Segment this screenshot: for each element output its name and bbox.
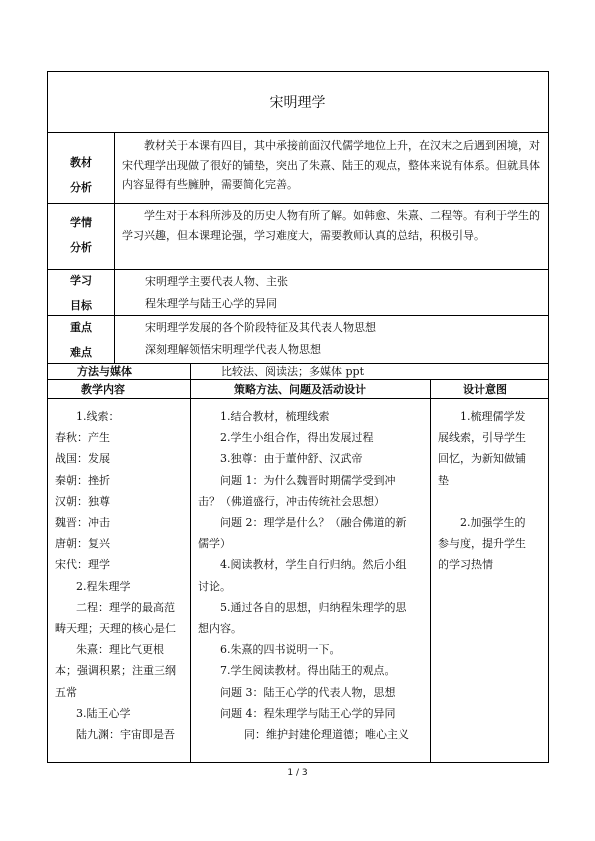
fangfa-text: 比较法、阅读法；多媒体 ppt [221,365,364,378]
page-number: 1 / 3 [287,768,308,778]
label-line: 教材 [70,156,92,169]
column-line: 1.结合教材，梳理线索 [220,410,330,423]
label-line: 学情 [70,216,92,229]
label-line: 学习 [70,274,92,287]
fangfa-label: 方法与媒体 [77,365,132,378]
column-line: 想内容。 [198,622,242,635]
column-line: 问题 3：陆王心学的代表人物，思想 [220,685,396,699]
column-line: 问题 2：理学是什么？（融合佛道的新 [220,516,407,529]
column-line: 陆九渊：宇宙即是吾 [76,728,175,741]
label-line: 重点 [70,321,92,334]
section-label-jiaocai [47,150,115,200]
column-line: 问题 1：为什么魏晋时期儒学受到冲 [220,473,396,487]
column-line: 魏晋：冲击 [55,516,110,529]
mubiao-line: 程朱理学与陆王心学的异同 [145,297,277,310]
section-label-zhongdian [47,315,115,365]
column-line: 畴天理；天理的核心是仁 [55,622,176,635]
column-line: 五常 [55,685,77,699]
divider [190,363,191,763]
column-line: 3.独尊：由于董仲舒、汉武帝 [220,452,363,466]
column-line: 垫 [438,473,449,487]
label-line: 分析 [70,241,92,254]
divider [47,315,549,316]
label-line: 目标 [70,299,92,312]
zhongdian-line: 深刻理解领悟宋明理学代表人物思想 [145,343,321,356]
column-line: 击？（佛道盛行，冲击传统社会思想） [198,494,385,508]
column-line: 展线索，引导学生 [438,431,526,445]
column-line: 朱熹：理比气更根 [76,643,164,657]
column-line: 宋代：理学 [55,558,110,572]
column-line: 同：维护封建伦理道德；唯心主义 [244,728,409,741]
divider [47,132,549,133]
column-line: 4.阅读教材，学生自行归纳。然后小组 [220,558,407,572]
label-line: 难点 [70,346,92,359]
column-line: 1.线索： [76,410,120,423]
column-line: 战国：发展 [55,452,110,466]
column-line: 5.通过各自的思想，归纳程朱理学的思 [220,600,407,614]
mubiao-line: 宋明理学主要代表人物、主张 [145,275,288,288]
column-line: 3.陆王心学 [76,706,131,720]
section-label-xueqing [47,210,115,260]
column-line: 2.加强学生的 [460,516,526,529]
zhongdian-line: 宋明理学发展的各个阶段特征及其代表人物思想 [145,321,376,334]
divider [47,269,549,270]
column-line: 回忆，为新知做铺 [438,452,526,466]
column-line: 问题 4：程朱理学与陆王心学的异同 [220,706,396,720]
column-line: 1.梳理儒学发 [460,410,526,423]
intent-header: 设计意图 [463,383,507,396]
label-line: 分析 [70,181,92,194]
jiaocai-text: 教材关于本课有四目，其中承接前面汉代儒学地位上升，在汉末之后遇到困境，对宋代理学出现做了很好的铺垫，突出了朱熹、陆王的观点，整体来说有体系。但就具体内容显得有些臃肿，需要简化完善。 [122,139,540,191]
column-line: 讨论。 [198,579,231,593]
column-line: 汉朝：独尊 [55,494,110,508]
column-line: 6.朱熹的四书说明一下。 [220,643,341,657]
column-line: 参与度，提升学生 [438,537,526,551]
section-label-mubiao [47,268,115,318]
xueqing-text: 学生对于本科所涉及的历史人物有所了解。如韩愈、朱熹、二程等。有利于学生的学习兴趣，但本课理论强，学习难度大，需要教师认真的总结，积极引导。 [122,209,540,242]
divider [430,379,431,763]
column-line: 二程：理学的最高范 [76,600,175,614]
column-line: 2.程朱理学 [76,579,131,593]
divider [47,203,549,204]
strategy-header: 策略方法、问题及活动设计 [234,383,366,396]
page-title: 宋明理学 [269,95,326,111]
column-line: 唐朝：复兴 [55,537,110,551]
column-line: 春秋：产生 [55,431,110,445]
content-header: 教学内容 [81,383,125,396]
column-line: 本；强调积累；注重三纲 [55,664,176,678]
column-line: 的学习热情 [438,558,493,572]
column-line: 2.学生小组合作，得出发展过程 [220,431,374,445]
column-line: 7.学生阅读教材。得出陆王的观点。 [220,664,396,678]
column-line: 儒学） [198,537,231,551]
column-line: 秦朝：挫折 [55,473,110,487]
